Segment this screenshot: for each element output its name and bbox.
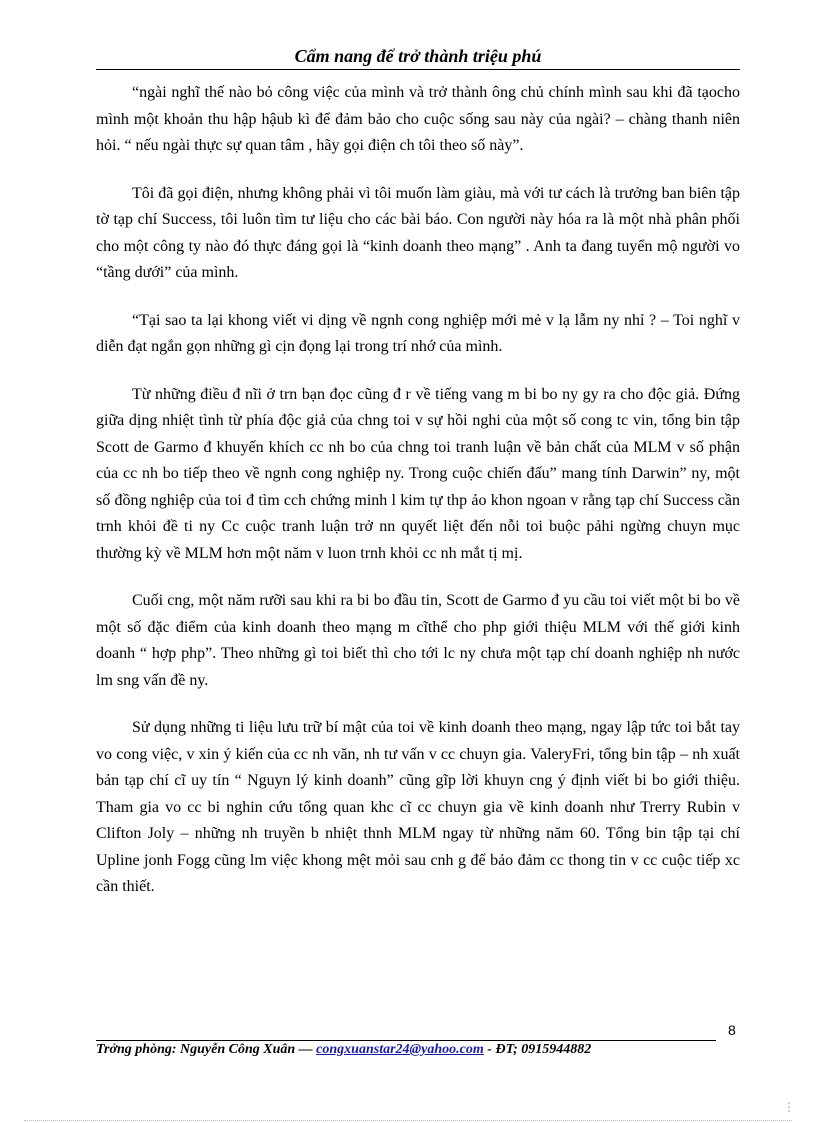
paragraph-3: “Tại sao ta lại khong viết vi dịng về ngnh cong nghiệp mới mẻ v lạ lẫm ny nhỉ ? – Toi nghĩ v diễn đạt ngắn gọn những gì cịn đọng lại trong trí nhớ của mình. <box>96 311 740 355</box>
paragraph-5: Cuối cng, một năm rưỡi sau khi ra bi bo đầu tin, Scott de Garmo đ yu cầu toi viết một bi bo về một số đặc điểm của kinh doanh theo mạng m cĩthể cho php giới thiệu MLM với thế giới kinh doanh “ hợp php”. Theo những gì toi biết thì cho tới lc ny chưa một tạp chí doanh nghiệp nh nước lm sng vấn đề ny. <box>96 592 740 689</box>
page-number: 8 <box>728 1022 736 1038</box>
footer-author: Trởng phòng: Nguyễn Công Xuân — <box>96 1042 313 1057</box>
page-edge-divider <box>24 1120 792 1121</box>
header-title: Cẩm nang để trở thành triệu phú <box>294 46 542 66</box>
footer <box>96 1042 740 1058</box>
header-divider <box>96 69 740 70</box>
paragraph-4: Từ những điều đ nĩi ở trn bạn đọc cũng đ r về tiếng vang m bi bo ny gy ra cho độc giả. Đứng giữa dịng nhiệt tình từ phía độc giả của chng toi v sự hồi nghi của một số cong tc vin, tổng bin tập Scott de Garmo đ khuyến khích cc nh bo của chng toi tranh luận về bản chất của MLM v số phận của cc nh bo tiếp theo về ngnh cong nghiệp ny. Trong cuộc chiến đấu” mang tính Darwin” ny, một số đồng nghiệp của toi đ tìm cch chứng minh l kim tự thp ảo khon ngoan v rằng tạp chí Success cần trnh khỏi đề ti ny Cc cuộc tranh luận trở nn quyết liệt đến nỗi toi buộc pảhi ngừng chuyn mục thường kỳ về MLM hơn một năm v luon trnh khỏi cc nh mắt tị mị. <box>96 385 740 562</box>
footer-phone: - ĐT; 0915944882 <box>487 1042 592 1057</box>
paragraph-6: Sử dụng những ti liệu lưu trữ bí mật của toi về kinh doanh theo mạng, ngay lập tức toi bắt tay vo cong việc, v xin ý kiến của cc nh văn, nh tư vấn v cc chuyn gia. ValeryFri, tổng bin tập – nh xuất bản tạp chí cĩ uy tín “ Nguyn lý kinh doanh” cũng gĩp lời khuyn cng ý định viết bi bo giới thiệu. Tham gia vo cc bi nghin cứu tổng quan khc cĩ cc chuyn gia về kinh doanh như Trerry Rubin v Clifton Joly – những nh truyền b nhiệt thnh MLM ngay từ những năm 60. Tổng bin tập tại chí Upline jonh Fogg cũng lm việc khong mệt mỏi sau cnh g để bảo đảm cc thong tin v cc cuộc tiếp xc cần thiết. <box>96 719 740 895</box>
margin-marker-icon: ⋮ <box>783 1100 795 1114</box>
footer-email-link[interactable]: congxuanstar24@yahoo.com <box>316 1042 484 1057</box>
paragraph-1: “ngài nghĩ thế nào bỏ công việc của mình và trở thành ông chủ chính mình sau khi đã tạocho mình một khoản thu hập hậub kì để đảm bảo cho cuộc sống sau này của ngài? – chàng thanh niên hỏi. “ nếu ngài thực sự quan tâm , hãy gọi điện ch tôi theo số này”. <box>96 84 740 154</box>
footer-divider <box>96 1040 716 1041</box>
paragraph-2: Tôi đã gọi điện, nhưng không phải vì tôi muốn làm giàu, mà với tư cách là trưởng ban biên tập tờ tạp chí Success, tôi luôn tìm tư liệu cho các bài báo. Con người này hóa ra là một nhà phân phối cho một công ty nào đó thực đáng gọi là “kinh doanh theo mạng” . Anh ta đang tuyển mộ người vo “tầng dưới” của mình. <box>96 184 740 281</box>
body-text <box>96 80 740 922</box>
